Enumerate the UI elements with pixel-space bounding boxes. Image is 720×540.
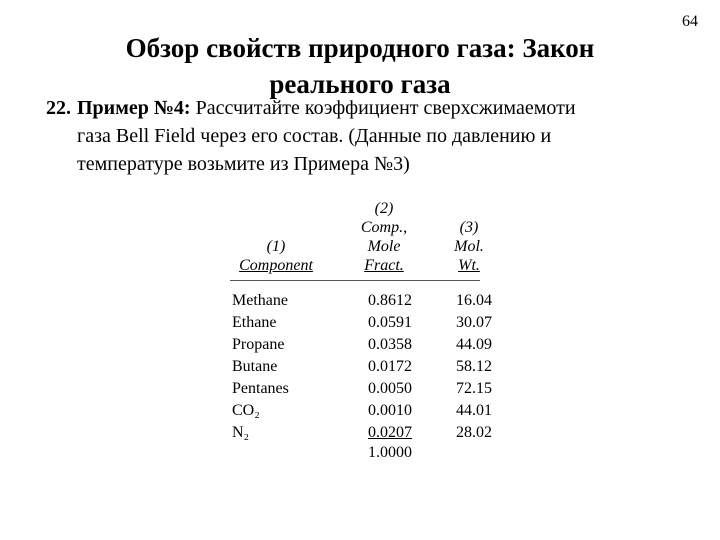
table-row — [230, 378, 510, 400]
cell-fraction: 0.8612 — [368, 292, 412, 309]
cell-component: Propane — [232, 336, 285, 353]
example-line-1 — [77, 94, 686, 122]
header-text: Fract. — [364, 257, 404, 274]
cell-weight: 16.04 — [456, 292, 492, 309]
example-number: 22. — [46, 97, 71, 119]
cell-fraction: 0.0172 — [368, 358, 412, 375]
column-header-mole-fraction — [338, 199, 430, 275]
page-title — [0, 30, 720, 102]
header-text: Component — [239, 257, 313, 274]
cell-weight: 72.15 — [456, 380, 492, 397]
table-row — [230, 334, 510, 356]
example-line-3: температуре возьмите из Примера №3) — [77, 153, 410, 175]
example-line-2: газа Bell Field через его состав. (Данные по давлению и — [77, 125, 552, 147]
title-line-1: Обзор свойств природного газа: Закон — [125, 33, 595, 63]
table-row — [230, 290, 510, 312]
cell-component: Butane — [232, 358, 278, 375]
table-row — [230, 400, 510, 422]
cell-fraction: 0.0207 — [368, 424, 412, 441]
header-text: Wt. — [458, 257, 480, 274]
cell-weight: 44.01 — [456, 402, 492, 419]
cell-component: Ethane — [232, 314, 277, 331]
header-text: (3) — [459, 219, 479, 236]
header-text: Mol. — [454, 238, 484, 255]
cell-fraction: 0.0358 — [368, 336, 412, 353]
title-line-2: реального газа — [269, 69, 451, 99]
header-text: Mole — [367, 238, 401, 255]
cell-component: Pentanes — [232, 380, 289, 397]
cell-fraction: 0.0010 — [368, 402, 412, 419]
example-paragraph — [46, 94, 686, 178]
page-number: 64 — [682, 13, 698, 30]
header-text: (2) — [374, 200, 394, 217]
example-text-1: Рассчитайте коэффициент сверхсжимаемоти — [190, 97, 576, 119]
cell-weight: 30.07 — [456, 314, 492, 331]
header-text: (1) — [266, 238, 286, 255]
cell-weight: 44.09 — [456, 336, 492, 353]
cell-component: N₂ — [232, 424, 250, 441]
cell-weight: 28.02 — [456, 424, 492, 441]
composition-table — [230, 190, 510, 470]
header-text: Comp., — [360, 219, 408, 236]
cell-component: CO₂ — [232, 402, 260, 419]
column-header-mol-weight — [436, 218, 502, 275]
cell-weight: 58.12 — [456, 358, 492, 375]
table-row — [230, 356, 510, 378]
table-row — [230, 312, 510, 334]
fraction-total: 1.0000 — [368, 444, 412, 461]
cell-fraction: 0.0050 — [368, 380, 412, 397]
cell-component: Methane — [232, 292, 288, 309]
table-row — [230, 422, 510, 444]
header-rule — [230, 280, 480, 281]
example-label: Пример №4: — [77, 97, 191, 119]
cell-fraction: 0.0591 — [368, 314, 412, 331]
column-header-component — [230, 237, 322, 275]
